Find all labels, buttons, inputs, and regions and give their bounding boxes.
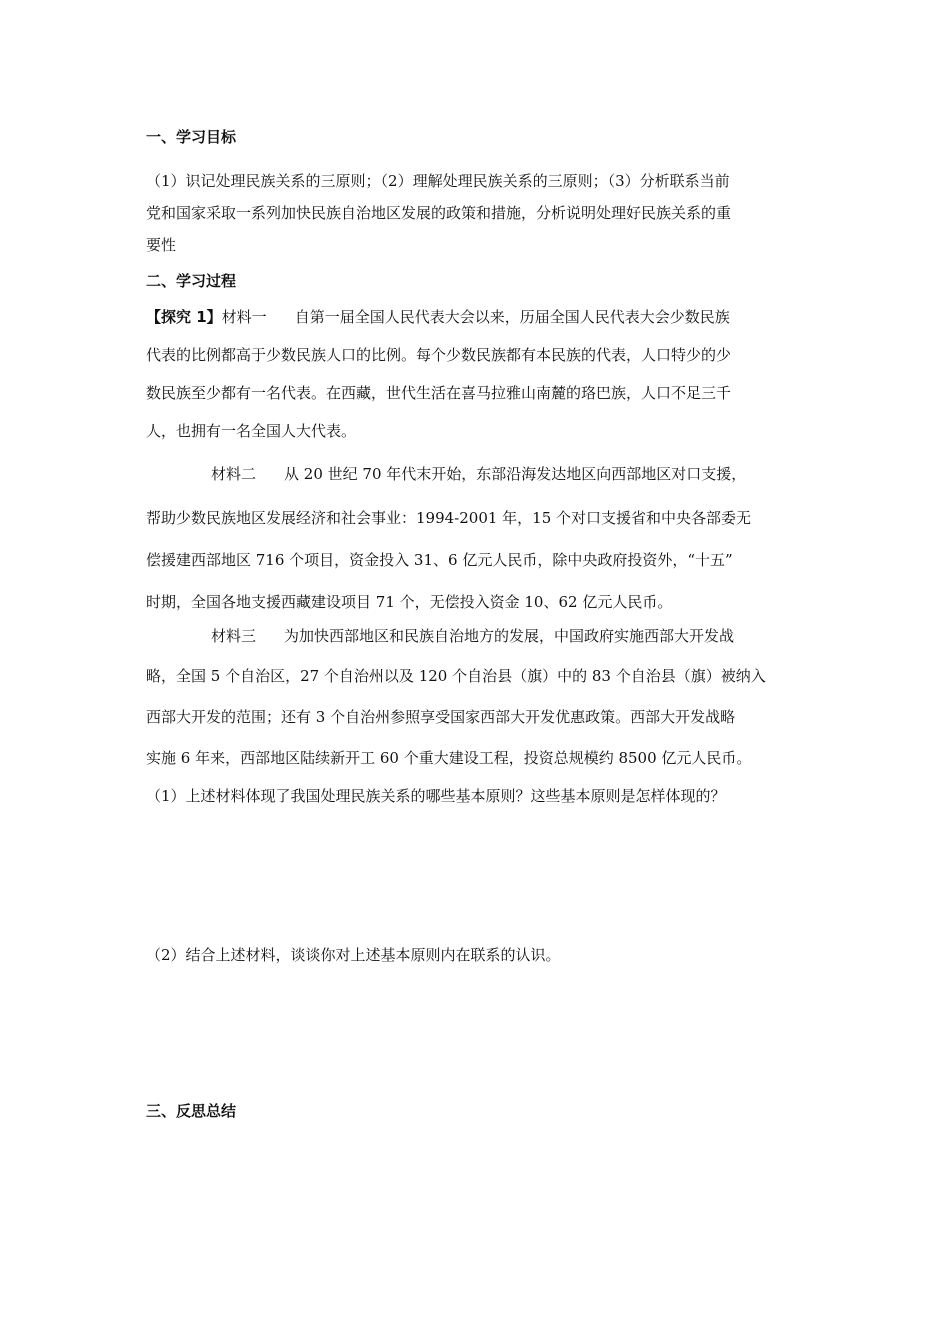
section1-title: 一、学习目标 — [146, 128, 237, 146]
question-2: （2）结合上述材料，谈谈你对上述基本原则内在联系的认识。 — [146, 946, 561, 964]
material1-first-line — [146, 307, 810, 327]
objectives-line-1: （1）识记处理民族关系的三原则；（2）理解处理民族关系的三原则；（3）分析联系当前 — [146, 172, 730, 190]
material3-first-line — [211, 626, 810, 646]
material3-line-4: 实施 6 年来，西部地区陆续新开工 60 个重大建设工程，投资总规模约 8500 亿元人民币。 — [146, 749, 752, 767]
question-1: （1）上述材料体现了我国处理民族关系的哪些基本原则？这些基本原则是怎样体现的？ — [146, 787, 726, 805]
objectives-line-3: 要性 — [146, 236, 177, 254]
material2-first-text: 从 20 世纪 70 年代末开始，东部沿海发达地区向西部地区对口支援， — [284, 465, 747, 483]
section2-title: 二、学习过程 — [146, 272, 237, 290]
material1-label: 材料一 — [221, 308, 267, 326]
material2-label: 材料二 — [211, 465, 257, 483]
material1-line-2: 代表的比例都高于少数民族人口的比例。每个少数民族都有本民族的代表，人口特少的少 — [146, 346, 732, 364]
objectives-line-2: 党和国家采取一系列加快民族自治地区发展的政策和措施，分析说明处理好民族关系的重 — [146, 204, 732, 222]
material3-line-2: 略，全国 5 个自治区，27 个自治州以及 120 个自治县（旗）中的 83 个自治县（旗）被纳入 — [146, 667, 766, 685]
material3-first-text: 为加快西部地区和民族自治地方的发展，中国政府实施西部大开发战 — [284, 627, 735, 645]
section3-title: 三、反思总结 — [146, 1102, 237, 1120]
material2-first-line — [211, 464, 810, 484]
material3-label: 材料三 — [211, 627, 257, 645]
material2-line-3: 偿援建西部地区 716 个项目，资金投入 31、6 亿元人民币，除中央政府投资外，“十五” — [146, 551, 733, 569]
explore-tag: 【探究 1】 — [146, 308, 222, 326]
material2-line-4: 时期，全国各地支援西藏建设项目 71 个，无偿投入资金 10、62 亿元人民币。 — [146, 593, 673, 611]
material1-line-3: 数民族至少都有一名代表。在西藏，世代生活在喜马拉雅山南麓的珞巴族，人口不足三千 — [146, 384, 732, 402]
material1-line-4: 人，也拥有一名全国人大代表。 — [146, 422, 357, 440]
material3-line-3: 西部大开发的范围；还有 3 个自治州参照享受国家西部大开发优惠政策。西部大开发战略 — [146, 708, 736, 726]
material2-line-2: 帮助少数民族地区发展经济和社会事业：1994-2001 年，15 个对口支援省和中央各部委无 — [146, 509, 752, 527]
material1-first-text: 自第一届全国人民代表大会以来，历届全国人民代表大会少数民族 — [294, 308, 730, 326]
